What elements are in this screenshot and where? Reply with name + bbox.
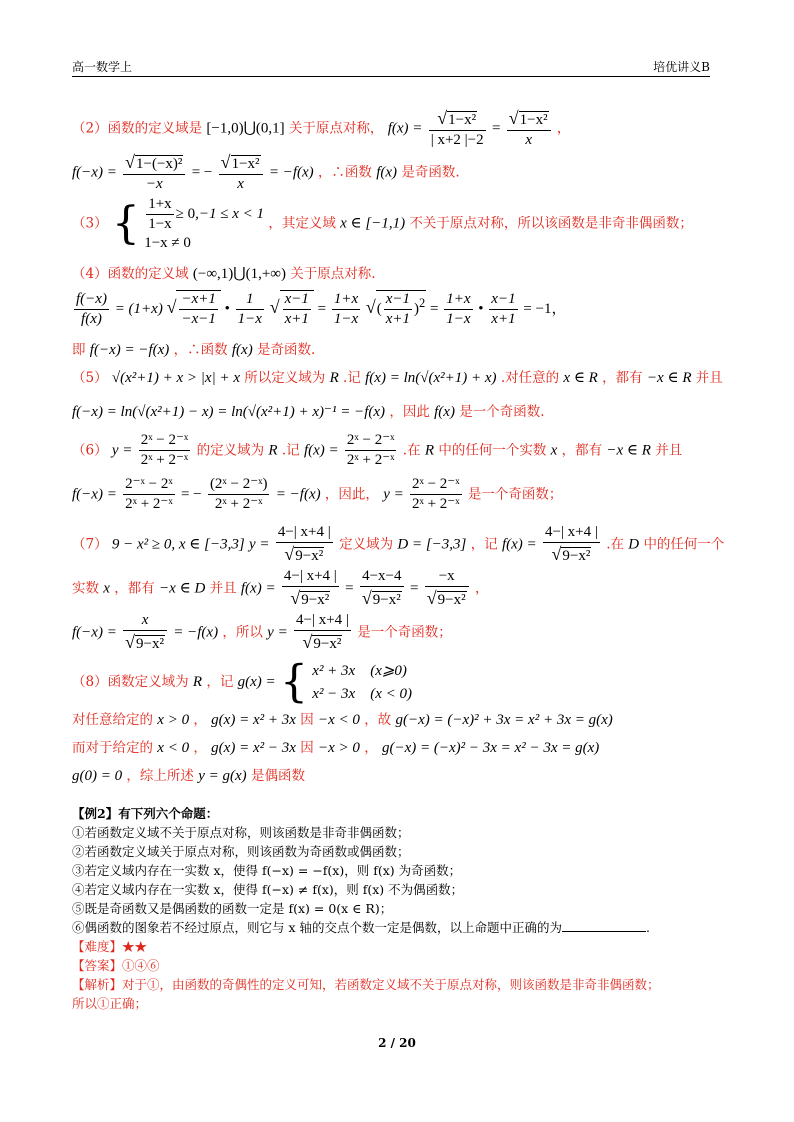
denominator: 1−x	[148, 216, 172, 233]
numerator: 2ˣ − 2⁻ˣ	[139, 432, 191, 451]
fraction: $\frac{4-x-4}{\text{√9−x²}}$	[360, 568, 404, 610]
numerator: −x	[425, 568, 469, 587]
denominator: 2ˣ + 2⁻ˣ	[140, 452, 189, 469]
solution-8-line-2	[72, 708, 613, 729]
math-eq: f(−x) = ln(√(x²+1) − x) = ln(√(x²+1) + x)⁻¹ = −f(x)	[72, 404, 386, 420]
fraction: $\frac{4-| x+4 |}{\text{√9−x²}}$	[544, 524, 598, 565]
math-result: = −1，	[523, 301, 567, 318]
text: 关于原点对称.	[290, 266, 376, 282]
denominator: 2ˣ + 2⁻ˣ	[214, 496, 263, 513]
exponent: 2	[419, 296, 426, 311]
solution-6-line-2	[72, 476, 562, 514]
fraction: $\frac{4-| x+4 |}{\text{√9−x²}}$	[296, 612, 349, 653]
text: 不关于原点对称，所以该函数是非奇非偶函数；	[409, 215, 693, 232]
solution-6-line-1	[72, 432, 682, 470]
text: ，	[474, 580, 489, 597]
denominator: 9−x²	[313, 636, 342, 653]
math-fx: f(x) =	[240, 580, 276, 597]
math-D: D = [−3,3]	[397, 536, 467, 553]
condition: ≥ 0	[175, 206, 196, 223]
text: ，	[193, 740, 207, 756]
text: 的定义域为	[196, 442, 265, 459]
fraction: $\frac{\text{√1−(−x)²}}{-x}$	[123, 152, 185, 194]
fraction: $\frac{4-| x+4 |}{\text{√9−x²}}$	[283, 568, 337, 609]
math-fx: f(x)	[434, 404, 455, 420]
denominator: x	[237, 176, 244, 193]
page-number: 2 / 20	[378, 1036, 416, 1050]
numerator: −x+1	[179, 291, 217, 310]
solution-3	[72, 196, 693, 252]
numerator: 1+x	[332, 291, 360, 310]
numerator: x	[123, 612, 167, 631]
numerator: x−1	[384, 291, 412, 310]
numerator: 1+x	[444, 291, 472, 310]
text: ，∴函数	[317, 164, 372, 181]
fraction	[123, 476, 175, 514]
text: 并且	[655, 442, 683, 459]
text: 是一个奇函数；	[357, 624, 452, 641]
numerator: 2⁻ˣ − 2ˣ	[123, 476, 175, 495]
numerator: x−1	[283, 291, 311, 310]
text: 是一个奇函数.	[459, 404, 545, 420]
numerator: 1−x²	[519, 112, 548, 128]
text: 对任意给定的	[72, 712, 153, 728]
math-nx: −x ∈ R	[606, 442, 651, 459]
text: 即	[72, 342, 86, 358]
text: .记	[343, 370, 361, 386]
case: x² + 3x (x⩾0)	[312, 663, 407, 679]
solution-4-line-3	[72, 338, 315, 359]
text: ，综上所述	[126, 768, 194, 784]
math-g: g(x) = x² − 3x	[211, 740, 296, 756]
text: 是奇函数.	[401, 164, 460, 181]
equals: =	[317, 301, 327, 318]
denominator: 1−x	[446, 311, 471, 328]
math-lhs: f(−x) =	[72, 624, 117, 641]
solution-8-line-1	[72, 656, 412, 708]
analysis-label: 【解析】	[72, 977, 123, 992]
math-nx: −x > 0	[317, 740, 360, 756]
denominator: 9−x²	[562, 548, 591, 565]
math-R: R	[329, 370, 339, 386]
fraction	[208, 476, 270, 514]
fraction: $\frac{\text{√1−x²}}{| x+2 |-2}$	[430, 108, 484, 149]
solution-5-line-2	[72, 400, 545, 421]
example-item-1: ①若函数定义域不关于原点对称，则该函数是非奇非偶函数；	[72, 825, 410, 840]
condition: 1−x ≠ 0	[144, 234, 191, 251]
denominator: 2ˣ + 2⁻ˣ	[346, 452, 395, 469]
math-x: x ∈ R	[563, 370, 598, 386]
text: .在	[402, 442, 421, 459]
numerator: 1+x	[146, 196, 173, 215]
denominator: x	[525, 132, 532, 149]
text: ，	[364, 740, 378, 756]
fraction: $\frac{x}{\text{√9−x²}}$	[123, 612, 167, 654]
math-g: g(x) =	[237, 674, 276, 690]
text: （4）函数的定义域	[72, 266, 189, 282]
system-of-conditions	[144, 196, 264, 252]
text: 并且	[695, 370, 723, 386]
math-R: R	[268, 442, 278, 459]
answer-line	[72, 956, 160, 974]
text: （5）	[72, 370, 108, 386]
text: 是奇函数.	[257, 342, 316, 358]
text: ，因此	[389, 404, 430, 420]
math-R: R	[192, 674, 203, 690]
example-item-3: ③若定义域内存在一实数 x，使得 f(−x) = −f(x)，则 f(x) 为奇函数；	[72, 863, 462, 878]
fraction: $\frac{\text{√1−x²}}{x}$	[507, 108, 551, 150]
text: （8）函数定义域为	[72, 674, 189, 690]
text: .在	[606, 536, 624, 553]
math-cond: 9 − x² ≥ 0, x ∈ [−3,3]	[111, 536, 245, 553]
fraction	[489, 291, 517, 329]
dot: •	[224, 301, 230, 318]
analysis-line	[72, 975, 660, 993]
case: x² − 3x (x < 0)	[312, 685, 412, 702]
fraction	[345, 432, 397, 470]
solution-7-line-2: 实数 x ，都有 −x ∈ D 并且 f(x) = $\frac{4-| x+4 |}{\text{√9−x²}}$ = $\frac{4-x-4}{\text{√9−x²}}$ = $\frac{-x}{\text{√9−x²}}$ ，	[72, 568, 489, 609]
math-domain: (−∞,1)⋃(1,+∞)	[192, 266, 286, 282]
math-g: g(x) = x² + 3x	[211, 712, 296, 728]
solution-8-line-4	[72, 764, 305, 785]
denominator: −x	[145, 176, 163, 193]
denominator: 9−x²	[301, 592, 330, 609]
math-x: x	[103, 580, 110, 597]
text: ，都有	[114, 580, 155, 597]
math-domain: [−1,0)⋃(0,1]	[206, 120, 285, 137]
math-fx: f(x) =	[387, 120, 423, 137]
answer-value: ①④⑥	[122, 958, 160, 973]
math-fx: f(x)	[376, 164, 398, 181]
answer-label: 【答案】	[72, 958, 123, 973]
math-op: = −	[180, 486, 202, 503]
solution-2-line-2: f(−x) = $\frac{\text{√1−(−x)²}}{-x}$ = − $\frac{\text{√1−x²}}{x}$ = −f(x) ，∴函数 f(x) 是奇函数.	[72, 152, 460, 193]
math-g0: g(0) = 0	[72, 768, 123, 784]
math-fx: f(x) = ln(√(x²+1) + x)	[365, 370, 497, 386]
analysis-text: 对于①，由函数的奇偶性的定义可知，若函数定义域不关于原点对称，则该函数是非奇非偶函数；	[122, 977, 660, 992]
numerator: (2ˣ − 2⁻ˣ)	[208, 476, 270, 495]
denominator: 9−x²	[372, 592, 401, 609]
math-x: x	[550, 442, 558, 459]
math-lhs: f(−x) =	[72, 486, 117, 503]
text: .记	[281, 442, 300, 459]
denominator: −x−1	[181, 311, 216, 328]
solution-7-line-1	[72, 524, 724, 566]
text: ，都有	[602, 370, 643, 386]
text: ，都有	[561, 442, 603, 459]
difficulty-line	[72, 937, 147, 955]
example-item-5: ⑤既是奇函数又是偶函数的函数一定是 f(x) = 0(x ∈ R)；	[72, 901, 393, 916]
text: 是一个奇函数；	[467, 486, 563, 503]
text: ，所以	[222, 624, 263, 641]
item-end: .	[646, 920, 650, 935]
math-nx: −x < 0	[317, 712, 360, 728]
answer-blank[interactable]	[562, 919, 646, 932]
numerator: x−1	[489, 291, 517, 310]
solution-4-line-2: $\frac{f(-x)}{f(x)}$ = (1+x) √ $\frac{-x+1}{-x-1}$ • $\frac{1}{1-x}$ √ $\frac{x-1}{x+1}$ = $\frac{1+x}{1-x}$ √( $\frac{x-1}{x+1}$ )$^2$ = $\frac{1+x}{1-x}$ • $\frac{x-1}{x+1}$ = −1，	[76, 291, 567, 328]
header-rule	[72, 76, 710, 77]
math-rhs: = −f(x)	[173, 624, 219, 641]
solution-7-line-3	[72, 612, 452, 654]
difficulty-label: 【难度】	[72, 939, 123, 954]
denominator: 9−x²	[295, 548, 324, 565]
math-fx: f(x) =	[303, 442, 339, 459]
text: 所以定义域为	[244, 370, 326, 386]
math-y: y =	[267, 624, 288, 641]
denominator: 2ˣ + 2⁻ˣ	[125, 496, 173, 513]
fraction: $\frac{4-| x+4 |}{\text{√9−x²}}$	[277, 524, 331, 565]
denominator: 9−x²	[136, 636, 164, 653]
solution-4-line-1	[72, 262, 376, 283]
numerator: 2ˣ − 2⁻ˣ	[410, 476, 462, 495]
text: （3）	[72, 215, 108, 232]
denominator: | x+2 |−2	[430, 132, 484, 149]
math-y: y =	[249, 536, 270, 553]
piecewise-cases	[312, 660, 412, 705]
text: 而对于给定的	[72, 740, 153, 756]
item-text: ⑥偶函数的图象若不经过原点，则它与 x 轴的交点个数一定是偶数，以上命题中正确的为	[72, 920, 562, 935]
header-left: 高一数学上	[72, 60, 133, 74]
fraction	[74, 291, 109, 329]
fraction	[236, 291, 264, 329]
text: ，∴函数	[173, 342, 228, 358]
denominator: 2ˣ + 2⁻ˣ	[412, 496, 460, 513]
fraction	[410, 476, 462, 514]
example-title: 【例2】有下列六个命题：	[72, 806, 219, 821]
fraction	[444, 291, 472, 329]
numerator: 4−| x+4 |	[282, 568, 339, 587]
numerator: 4−| x+4 |	[276, 524, 333, 543]
example-item-2: ②若函数定义域关于原点对称，则该函数为奇函数或偶函数；	[72, 844, 410, 859]
fraction: $\frac{-x}{\text{√9−x²}}$	[425, 568, 469, 610]
text: .对任意的	[500, 370, 560, 386]
text: 实数	[72, 580, 99, 597]
numerator: 4−x−4	[360, 568, 404, 587]
numerator: 1	[236, 291, 264, 310]
math-x: x > 0	[157, 712, 190, 728]
text: 定义域为	[339, 536, 394, 553]
text: 关于原点对称，	[288, 120, 384, 137]
math-fx: f(x)	[231, 342, 253, 358]
numerator: 2ˣ − 2⁻ˣ	[345, 432, 397, 451]
text: ，故	[364, 712, 392, 728]
header-right: 培优讲义B	[653, 60, 710, 74]
denominator: x+1	[491, 311, 516, 328]
fraction	[139, 432, 191, 470]
denominator: 1−x	[333, 311, 359, 328]
text: 因	[300, 712, 314, 728]
numerator: 1−(−x)²	[136, 156, 183, 172]
text: 是偶函数	[250, 768, 305, 784]
condition: ,−1 ≤ x < 1	[195, 206, 265, 223]
math-nx: −x ∈ D	[159, 580, 206, 597]
numerator: 4−| x+4 |	[543, 524, 600, 543]
fraction	[332, 291, 360, 329]
denominator: 9−x²	[437, 592, 466, 609]
analysis-line-2: 所以①正确；	[72, 996, 148, 1011]
numerator: f(−x)	[74, 291, 109, 310]
math-D: D	[628, 536, 640, 553]
text: 因	[300, 740, 314, 756]
math-ineq: √(x²+1) + x > |x| + x	[111, 370, 240, 386]
text: ，记	[206, 674, 234, 690]
text: ，	[193, 712, 207, 728]
difficulty-stars: ★★	[122, 939, 148, 954]
denominator: x+1	[385, 311, 411, 328]
solution-2-line-1: （2）函数的定义域是 [−1,0)⋃(0,1] 关于原点对称， f(x) = $\frac{\text{√1−x²}}{| x+2 |-2}$ = $\frac{\text{√1−x²}}{x}$ ，	[72, 108, 571, 149]
math-set: x ∈ [−1,1)	[340, 215, 406, 232]
text: ，因此，	[324, 486, 379, 503]
text: （2）函数的定义域是	[72, 120, 203, 137]
text: 中的任何一个	[643, 536, 725, 553]
text: 并且	[209, 580, 237, 597]
text: （7）	[72, 536, 108, 553]
denominator: x+1	[284, 311, 309, 328]
math-y: y =	[383, 486, 404, 503]
text: ，其定义域	[268, 215, 336, 232]
math-R: R	[424, 442, 435, 459]
math-x: x < 0	[157, 740, 190, 756]
solution-5-line-1	[72, 366, 723, 387]
solution-8-line-3	[72, 736, 599, 757]
numerator: 1−x²	[231, 156, 260, 172]
numerator: 1−x²	[448, 112, 477, 128]
math-expr: = (1+x)	[114, 301, 163, 318]
left-brace: {	[279, 656, 308, 708]
denominator: 1−x	[237, 311, 262, 328]
numerator: 4−| x+4 |	[294, 612, 351, 631]
math-y: y = g(x)	[198, 768, 247, 784]
math-fx: f(x) =	[501, 536, 537, 553]
math-eq: g(−x) = (−x)² − 3x = x² − 3x = g(x)	[381, 740, 600, 756]
text: ，记	[470, 536, 498, 553]
example-item-4: ④若定义域内存在一实数 x，使得 f(−x) ≠ f(x)，则 f(x) 不为偶函数；	[72, 882, 464, 897]
math-eq: g(−x) = (−x)² + 3x = x² + 3x = g(x)	[395, 712, 613, 728]
fraction: $\frac{\text{√1−x²}}{x}$	[219, 152, 263, 194]
math-nx: −x ∈ R	[646, 370, 692, 386]
text: 中的任何一个实数	[438, 442, 547, 459]
math-rhs: = −f(x)	[275, 486, 321, 503]
left-brace: {	[111, 198, 140, 250]
text: ，	[556, 120, 571, 137]
math-lhs: f(−x) =	[72, 164, 117, 181]
math-rhs: = −f(x)	[268, 164, 314, 181]
text: （6）	[72, 442, 108, 459]
dot: •	[478, 301, 484, 318]
example-item-6	[72, 918, 650, 936]
denominator: f(x)	[81, 311, 102, 328]
math-eq: f(−x) = −f(x)	[89, 342, 170, 358]
math-y: y =	[111, 442, 133, 459]
